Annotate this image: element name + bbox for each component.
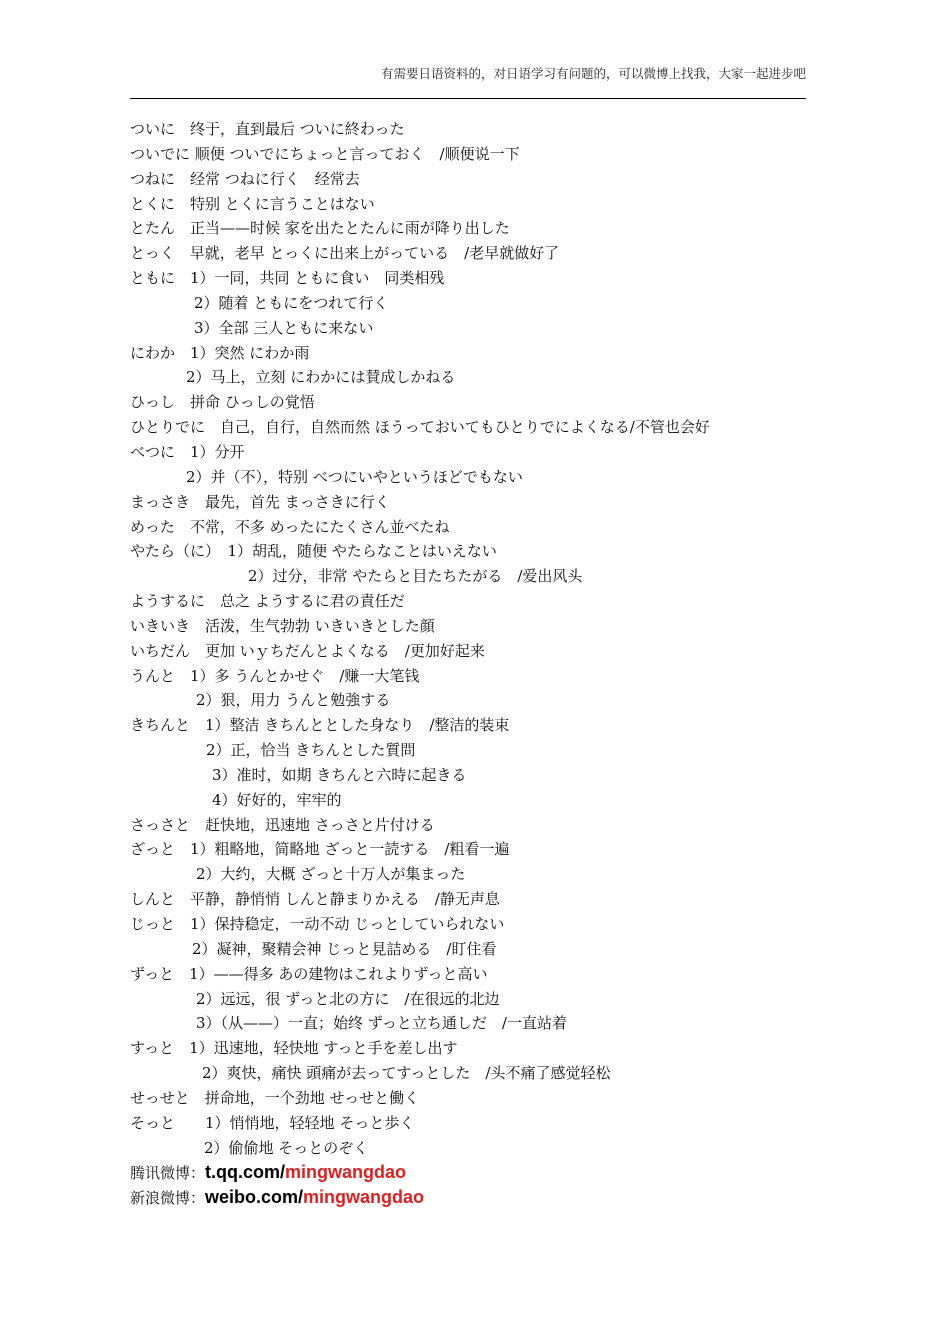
vocab-line: まっさき 最先，首先 まっさきに行く: [130, 492, 390, 511]
tencent-weibo-handle[interactable]: mingwangdao: [285, 1162, 407, 1182]
vocab-line: 2）大约，大概 ざっと十万人が集まった: [196, 865, 466, 884]
vocab-line: にわか 1）突然 にわか雨: [130, 343, 310, 362]
vocab-line: つねに 经常 つねに行く 经常去: [130, 169, 360, 188]
vocabulary-list: [130, 117, 820, 1160]
vocab-line: 2）狠，用力 うんと勉強する: [196, 691, 391, 710]
vocab-line: じっと 1）保持稳定，一动不动 じっとしていられない: [130, 915, 505, 933]
sina-weibo-handle[interactable]: mingwangdao: [303, 1187, 425, 1207]
vocab-line: 4）好好的，牢牢的: [212, 790, 342, 809]
vocab-line: ついに 终于，直到最后 ついに終わった: [130, 120, 405, 138]
vocab-line: 3）全部 三人ともに来ない: [194, 318, 374, 337]
vocab-line: とたん 正当——时候 家を出たとたんに雨が降り出した: [130, 219, 510, 238]
sina-weibo-line: [130, 1185, 424, 1210]
vocab-line: とっく 早就，老早 とっくに出来上がっている /老早就做好了: [130, 244, 560, 263]
vocab-line: しんと 平静，静悄悄 しんと静まりかえる /静无声息: [130, 890, 500, 909]
vocab-line: 2）随着 ともにをつれて行く: [194, 293, 389, 312]
vocab-line: ざっと 1）粗略地，简略地 ざっと一読する /粗看一遍: [130, 840, 510, 859]
vocab-line: べつに 1）分开: [130, 442, 245, 461]
vocab-line: ついでに 顺便 ついでにちょっと言っておく /顺便说一下: [130, 144, 520, 163]
vocab-line: 3）（从——）一直；始终 ずっと立ち通しだ /一直站着: [196, 1014, 567, 1033]
header-divider: [130, 98, 806, 99]
vocab-line: やたら（に） 1）胡乱，随便 やたらなことはいえない: [130, 542, 497, 561]
social-links: [130, 1160, 424, 1210]
vocab-line: うんと 1）多 うんとかせぐ /赚一大笔钱: [130, 666, 420, 685]
vocab-line: 2）远远，很 ずっと北の方に /在很远的北边: [196, 989, 500, 1008]
tencent-weibo-label: 腾讯微博：: [130, 1164, 206, 1182]
tencent-weibo-line: [130, 1160, 424, 1185]
vocab-line: ようするに 总之 ようするに君の責任だ: [130, 592, 405, 611]
vocab-line: いちだん 更加 いｙちだんとよくなる /更加好起来: [130, 641, 485, 660]
vocab-line: めった 不常，不多 めったにたくさん並べたね: [130, 517, 450, 536]
sina-weibo-label: 新浪微博：: [130, 1189, 206, 1207]
vocab-line: 2）爽快，痛快 頭痛が去ってすっとした /头不痛了感觉轻松: [202, 1064, 611, 1083]
vocab-line: 2）并（不），特别 べつにいやというほどでもない: [186, 467, 523, 486]
vocab-line: せっせと 拼命地，一个劲地 せっせと働く: [130, 1088, 420, 1107]
header-note: 有需要日语资料的，对日语学习有问题的，可以微博上找我，大家一起进步吧: [380, 66, 806, 81]
vocab-line: 3）准时，如期 きちんと六時に起きる: [212, 765, 467, 784]
vocab-line: 2）凝神，聚精会神 じっと見詰める /盯住看: [192, 939, 497, 958]
vocab-line: ともに 1）一同，共同 ともに食い 同类相残: [130, 269, 445, 288]
vocab-line: すっと 1）迅速地，轻快地 すっと手を差し出す: [130, 1039, 458, 1058]
vocab-line: 2）正，恰当 きちんとした質問: [206, 741, 416, 760]
vocab-line: ずっと 1）——得多 あの建物はこれよりずっと高い: [130, 964, 488, 983]
vocab-line: ひとりでに 自己，自行，自然而然 ほうっておいてもひとりでによくなる/不管也会好: [130, 418, 710, 437]
sina-weibo-domain[interactable]: weibo.com/: [205, 1187, 304, 1207]
tencent-weibo-domain[interactable]: t.qq.com/: [205, 1162, 286, 1182]
vocab-line: 2）过分，非常 やたらと目たちたがる /爱出风头: [248, 567, 583, 586]
vocab-line: いきいき 活泼，生气勃勃 いきいきとした顔: [130, 616, 435, 635]
vocab-line: きちんと 1）整洁 きちんととした身なり /整洁的装束: [130, 716, 510, 735]
vocab-line: 2）马上，立刻 にわかには賛成しかねる: [186, 368, 456, 387]
vocab-line: そっと 1）悄悄地，轻轻地 そっと歩く: [130, 1113, 415, 1132]
vocab-line: さっさと 赶快地，迅速地 さっさと片付ける: [130, 815, 435, 834]
vocab-line: ひっし 拼命 ひっしの覚悟: [130, 393, 315, 412]
vocab-line: 2）偷偷地 そっとのぞく: [204, 1138, 369, 1157]
vocab-line: とくに 特别 とくに言うことはない: [130, 194, 375, 213]
